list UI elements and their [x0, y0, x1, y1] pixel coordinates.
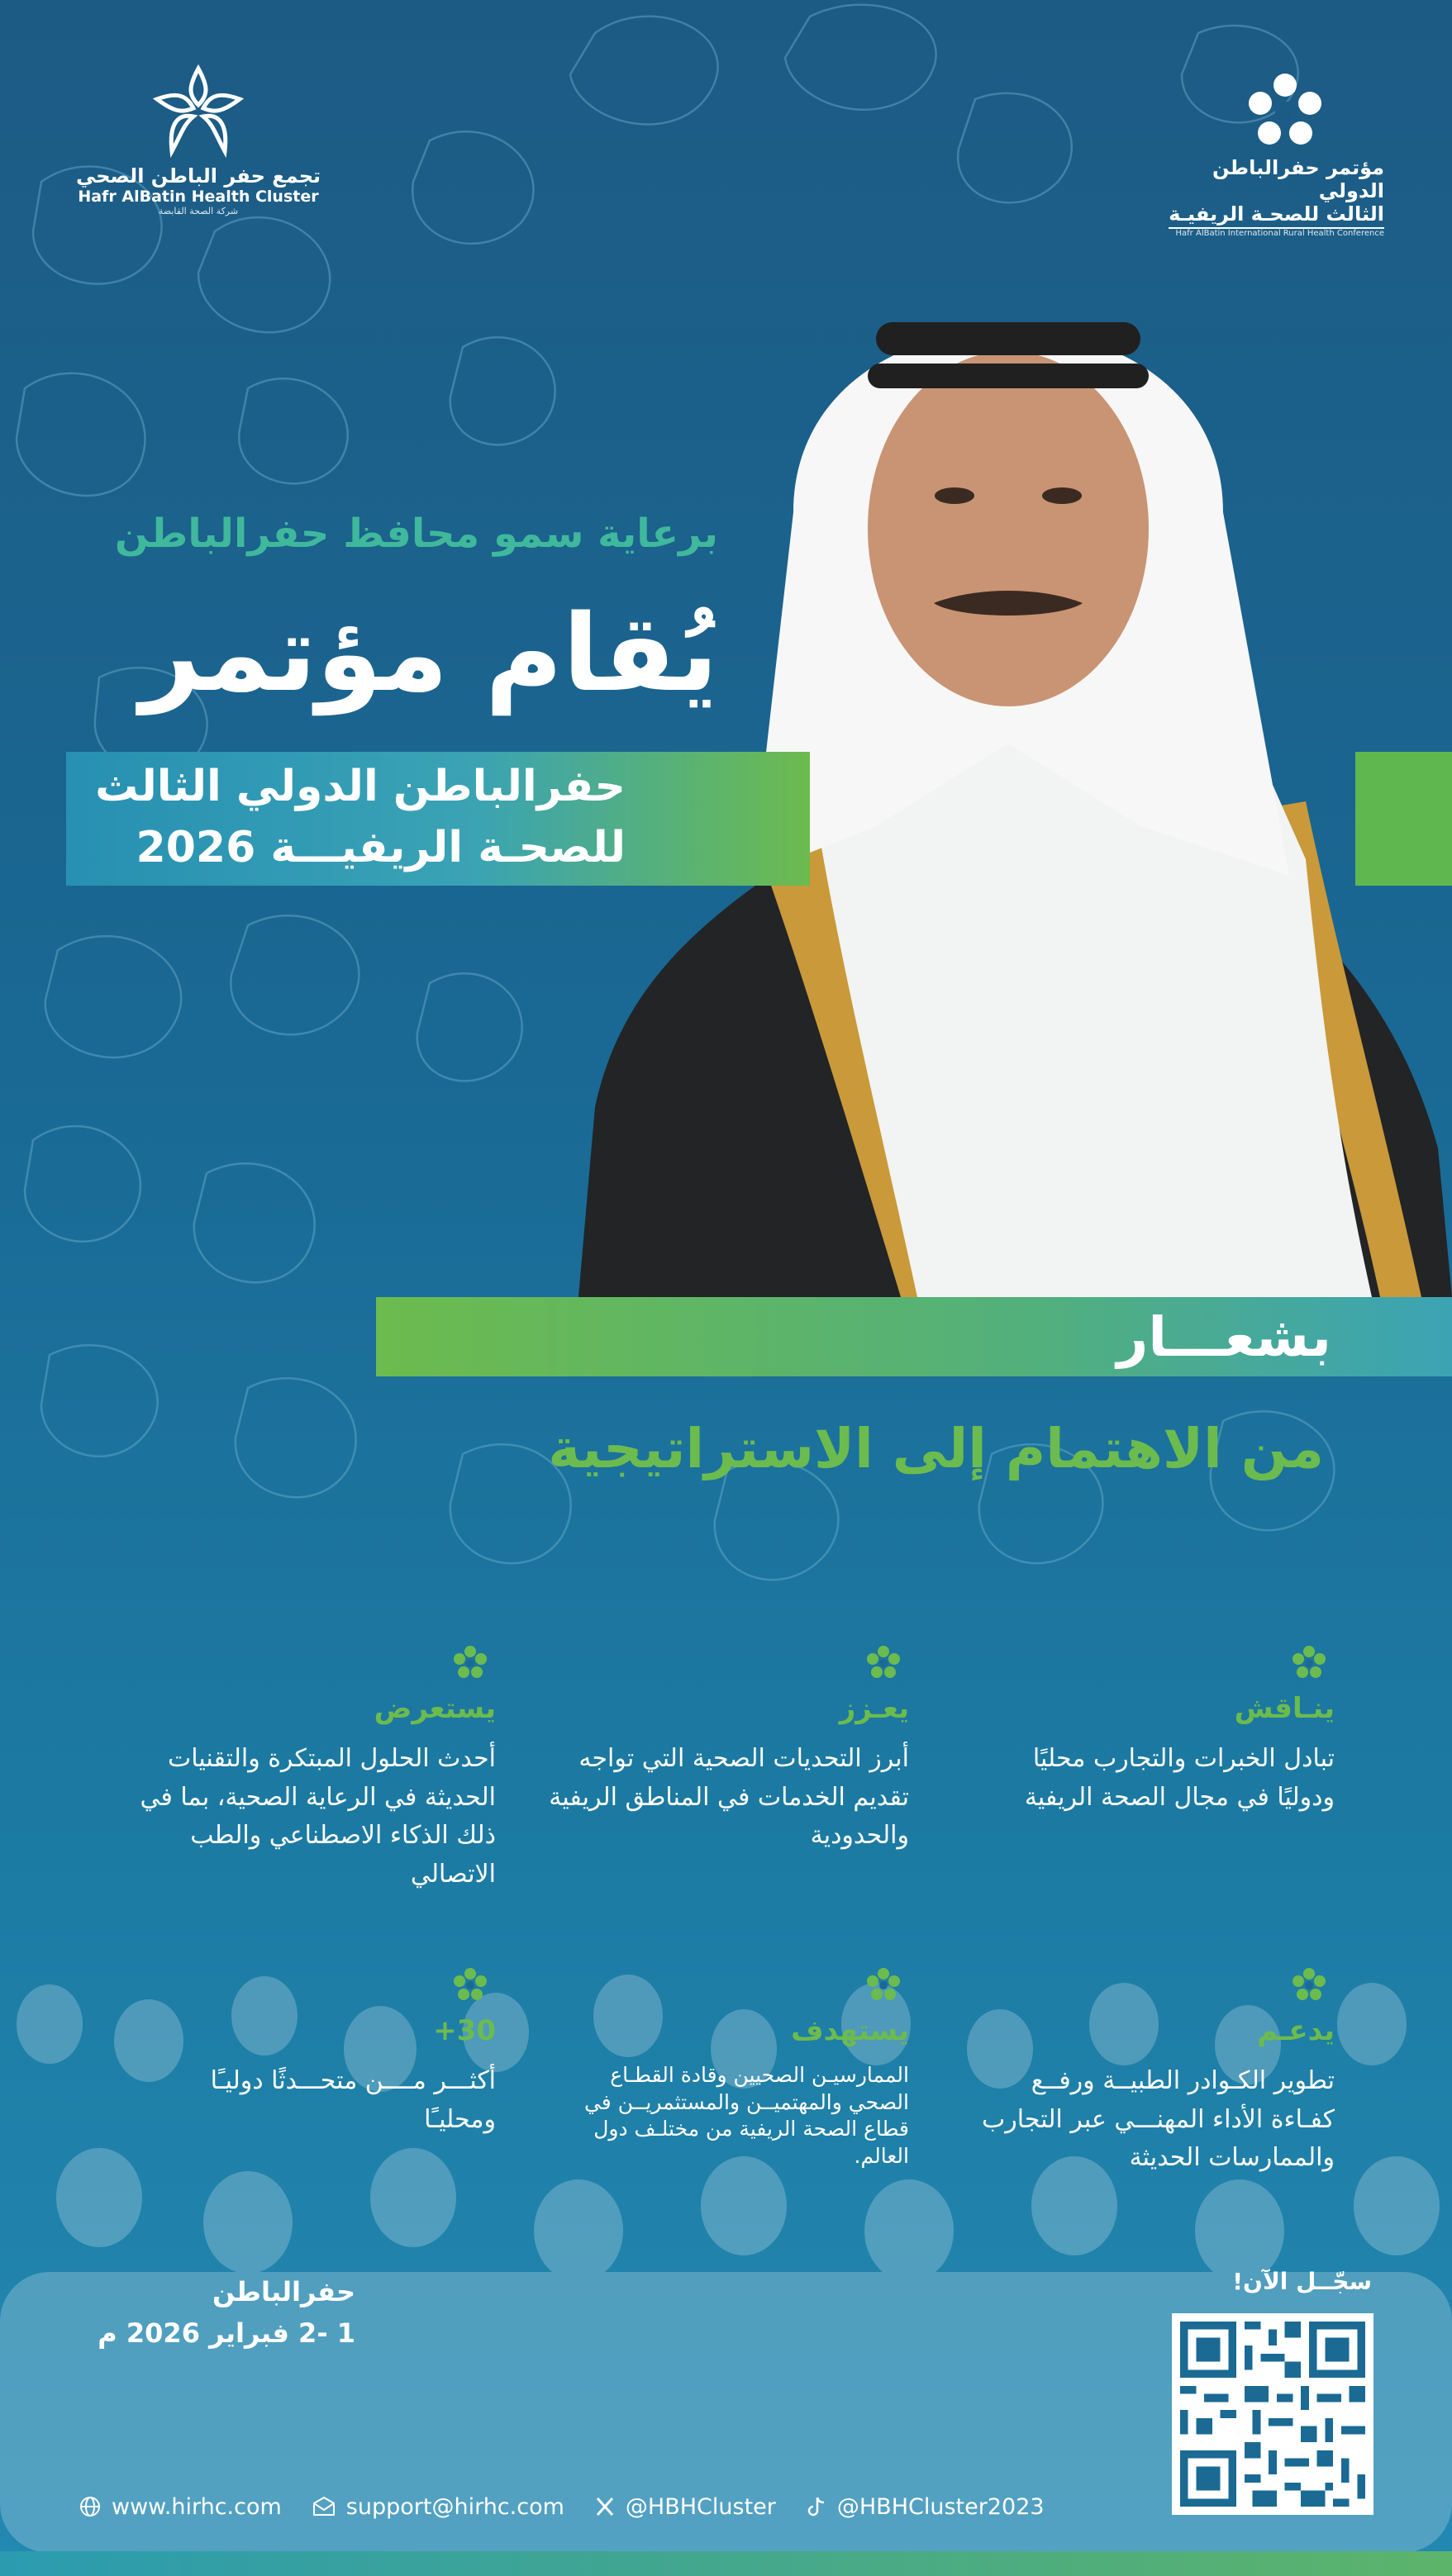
bottom-color-bar [0, 2551, 1452, 2576]
event-date: 1 -2 فبراير 2026 م [98, 2317, 355, 2349]
tiktok-handle-text[interactable]: @HBHCluster2023 [836, 2493, 1045, 2520]
envelope-icon [312, 2495, 336, 2518]
slogan-label: بشعـــار [1116, 1305, 1331, 1369]
feature-title: يستهدف [791, 2014, 909, 2047]
footer-email[interactable] [312, 2494, 564, 2520]
headline: يُقام مؤتمر [140, 592, 718, 715]
flower-icon [451, 1966, 489, 2004]
feature-body: أبرز التحديات الصحية التي تواجه تقديم الخدمات في المناطق الريفية والحدودية [549, 1744, 909, 1850]
feature-supports [971, 1966, 1335, 2178]
health-cluster-logo [74, 62, 322, 216]
event-location: حفرالباطن [212, 2276, 355, 2307]
star-flower-icon [149, 62, 248, 161]
feature-title: يستعرض [374, 1692, 496, 1725]
feature-title: يعـزز [839, 1692, 909, 1725]
footer-contacts [79, 2482, 1074, 2531]
feature-body: تبادل الخبرات والتجارب محليًا ودوليًا في مجال الصحة الريفية [1024, 1744, 1335, 1812]
flower-icon [864, 1966, 902, 2004]
title-band-right [1355, 752, 1452, 886]
footer-x[interactable] [594, 2494, 776, 2520]
website-text[interactable]: www.hirhc.com [112, 2493, 282, 2520]
x-logo-icon [594, 2496, 616, 2517]
feature-body: أكثـــر مــــن متحـــدثًا دوليـًا ومحليـًا [210, 2066, 496, 2134]
feature-body: الممارسيـن الصحيين وقادة القطـاع الصحي والمهتميــن والمستثمريــن في قطاع الصحة الريفية من مختلـف دول العالم. [583, 2063, 909, 2168]
patronage-line: برعاية سمو محافظ حفرالباطن [114, 511, 718, 557]
registration-qr-code[interactable] [1172, 2313, 1373, 2515]
tiktok-icon [806, 2495, 827, 2518]
flower-icon [1290, 1644, 1328, 1682]
x-handle-text[interactable]: @HBHCluster [625, 2493, 776, 2520]
feature-discusses [971, 1644, 1335, 1817]
conference-title-line2: للصحـة الريفيـــة 2026 [136, 823, 626, 872]
cluster-name-arabic: تجمع حفر الباطن الصحي [75, 164, 321, 188]
feature-title: يدعـم [1257, 2014, 1335, 2047]
feature-targets [545, 1966, 909, 2170]
feature-body: أحدث الحلول المبتكرة والتقنيات الحديثة في الرعاية الصحية، بما في ذلك الذكاء الاصطناعي والطب الاتصالي [140, 1744, 496, 1889]
feature-title: ينـاقش [1234, 1692, 1335, 1725]
cluster-subtitle: شركة الصحة القابضة [158, 206, 239, 216]
flower-icon [1290, 1966, 1328, 2004]
slogan-value: من الاهتمام إلى الاستراتيجية [548, 1417, 1324, 1480]
conference-title-line1: حفرالباطن الدولي الثالث [95, 762, 626, 811]
flower-icon [451, 1644, 489, 1682]
register-label: سجّــل الآن! [1232, 2268, 1372, 2295]
conference-flower-icon [1244, 70, 1326, 153]
email-text[interactable]: support@hirhc.com [345, 2493, 564, 2520]
feature-body: تطوير الكـوادر الطبيــة ورفــع كفـاءة الأداء المهنـــي عبر التجارب والممارسات الحديثة [982, 2066, 1335, 2172]
feature-speakers [132, 1966, 496, 2139]
conference-name-line2: الثالث للصحـة الريفيـة [1169, 202, 1384, 229]
footer-tiktok[interactable] [806, 2494, 1045, 2520]
feature-showcases [132, 1644, 496, 1894]
feature-title: +30 [433, 2014, 496, 2047]
flower-icon [864, 1644, 902, 1682]
globe-icon [79, 2495, 102, 2518]
feature-enhances [545, 1644, 909, 1856]
conference-name-line1: مؤتمر حفرالباطن الدولي [1212, 156, 1384, 202]
cluster-name-english: Hafr AlBatin Health Cluster [78, 188, 319, 206]
conference-logo [1153, 70, 1384, 238]
conference-name-english: Hafr AlBatin International Rural Health Conference [1175, 229, 1384, 238]
footer-website[interactable] [79, 2494, 282, 2520]
